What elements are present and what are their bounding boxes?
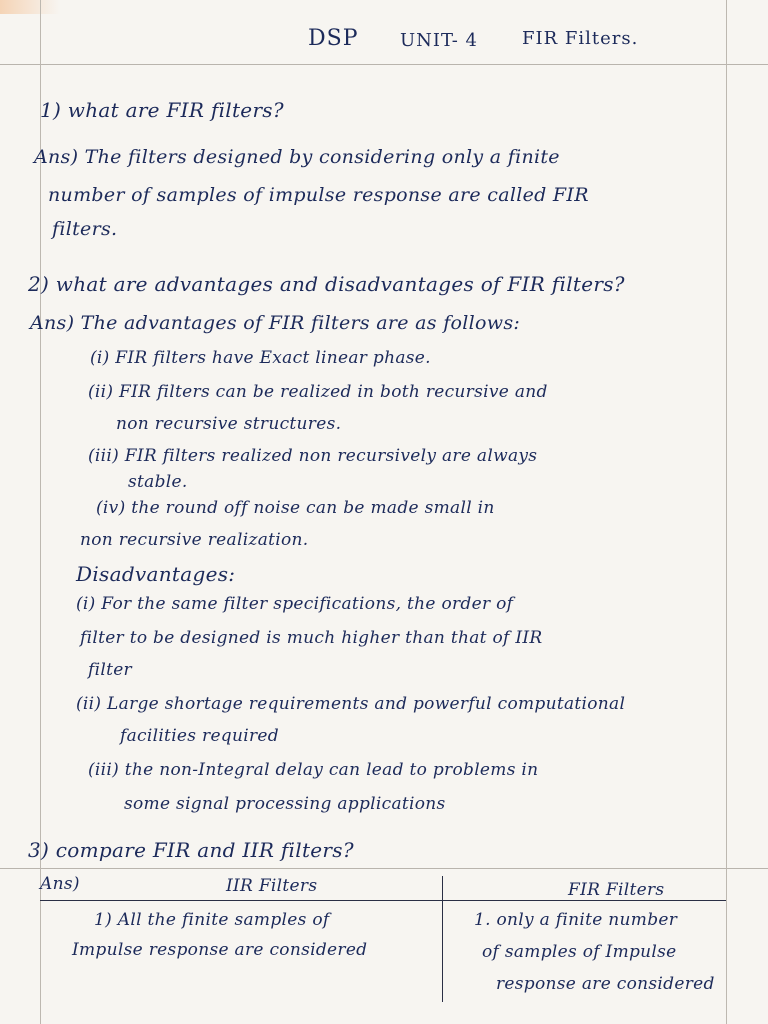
disadvantage-item: some signal processing applications: [124, 794, 446, 814]
header-topic: FIR Filters.: [522, 28, 639, 49]
margin-line: [726, 0, 727, 1024]
answer-1-line: filters.: [52, 218, 118, 240]
disadvantage-item: facilities required: [120, 726, 279, 746]
answer-1-line: Ans) The filters designed by considering only a finite: [34, 146, 560, 168]
answer-1-line: number of samples of impulse response are called FIR: [48, 184, 589, 206]
advantage-item: (iii) FIR filters realized non recursively are always: [88, 446, 538, 466]
table-cell-iir: 1) All the finite samples of: [94, 910, 330, 930]
table-cell-fir: of samples of Impulse: [482, 942, 677, 962]
disadvantage-item: filter: [88, 660, 132, 680]
header-unit: UNIT- 4: [400, 30, 478, 51]
page-corner-stain: [0, 0, 60, 14]
table-cell-fir: response are considered: [496, 974, 715, 994]
rule-line: [0, 64, 768, 65]
advantage-item: (ii) FIR filters can be realized in both recursive and: [88, 382, 548, 402]
disadvantage-item: (ii) Large shortage requirements and powerful computational: [76, 694, 626, 714]
disadvantage-item: (iii) the non-Integral delay can lead to problems in: [88, 760, 539, 780]
table-cell-fir: 1. only a finite number: [474, 910, 678, 930]
advantage-item: (i) FIR filters have Exact linear phase.: [90, 348, 431, 368]
advantages-intro: Ans) The advantages of FIR filters are as follows:: [30, 312, 521, 334]
question-1: 1) what are FIR filters?: [40, 98, 284, 122]
table-cell-iir: Impulse response are considered: [72, 940, 368, 960]
table-header-fir: FIR Filters: [568, 880, 665, 900]
table-header-iir: IIR Filters: [226, 876, 318, 896]
table-divider: [442, 876, 443, 1002]
advantage-item: stable.: [128, 472, 188, 492]
advantage-item: (iv) the round off noise can be made small in: [96, 498, 495, 518]
question-2: 2) what are advantages and disadvantages of FIR filters?: [28, 272, 625, 296]
rule-line: [0, 868, 768, 869]
header-subject: DSP: [308, 26, 359, 51]
question-3: 3) compare FIR and IIR filters?: [28, 838, 354, 862]
table-header-line: [40, 900, 726, 901]
advantage-item: non recursive realization.: [80, 530, 309, 550]
advantage-item: non recursive structures.: [116, 414, 342, 434]
disadvantage-item: (i) For the same filter specifications, the order of: [76, 594, 514, 614]
answer-3-label: Ans): [40, 874, 80, 894]
disadvantages-title: Disadvantages:: [76, 562, 236, 586]
disadvantage-item: filter to be designed is much higher than that of IIR: [80, 628, 543, 648]
